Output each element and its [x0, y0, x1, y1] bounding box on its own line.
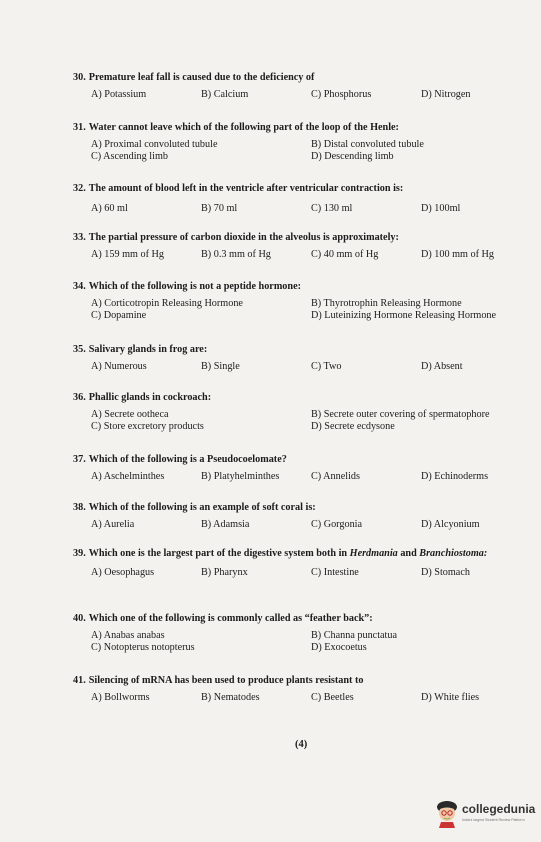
collegedunia-logo — [435, 798, 535, 830]
avatar-icon — [435, 798, 459, 828]
question-text: 32. The amount of blood left in the ventricle after ventricular contraction is: — [73, 183, 404, 194]
option-b: B) Platyhelminthes — [201, 471, 280, 482]
option-d: D) Luteinizing Hormone Releasing Hormone — [311, 309, 497, 321]
question-text: 40. Which one of the following is commonly called as “feather back”: — [73, 613, 373, 624]
option-b: B) Nematodes — [201, 692, 260, 703]
option-c: C) 40 mm of Hg — [311, 249, 379, 260]
option-d: D) Stomach — [421, 567, 470, 578]
option-a: A) Potassium — [91, 89, 147, 100]
question-33 — [73, 231, 533, 263]
option-a: A) 60 ml — [91, 203, 128, 214]
option-d: D) Exocoetus — [311, 641, 367, 653]
option-c: C) Store excretory products — [91, 420, 204, 432]
options-row — [73, 692, 533, 706]
question-text: 41. Silencing of mRNA has been used to produce plants resistant to — [73, 675, 364, 686]
option-a: A) Proximal convoluted tubule — [91, 139, 218, 150]
option-c: C) Two — [311, 361, 342, 372]
options-row — [73, 519, 533, 533]
question-32 — [73, 182, 533, 217]
option-a: A) Secrete ootheca — [91, 409, 169, 420]
option-b: B) 0.3 mm of Hg — [201, 249, 271, 260]
question-text: 35. Salivary glands in frog are: — [73, 344, 208, 355]
option-c: C) Ascending limb — [91, 150, 168, 162]
option-d: D) Secrete ecdysone — [311, 420, 395, 432]
option-b: B) Calcium — [201, 89, 249, 100]
question-40 — [73, 612, 533, 654]
question-41 — [73, 674, 533, 706]
options-grid — [73, 139, 533, 163]
options-row — [73, 471, 533, 485]
question-34 — [73, 280, 533, 322]
option-c: C) Notopterus notopterus — [91, 641, 195, 653]
question-35 — [73, 343, 533, 375]
logo-tagline: India's largest Student Review Platform — [462, 818, 525, 822]
option-b: B) Channa punctatua — [311, 630, 398, 641]
option-b: B) Thyrotrophin Releasing Hormone — [311, 298, 462, 309]
option-b: B) 70 ml — [201, 203, 238, 214]
option-b: B) Secrete outer covering of spermatophore — [311, 409, 490, 420]
options-grid — [73, 298, 533, 322]
question-text: 31. Water cannot leave which of the following part of the loop of the Henle: — [73, 122, 399, 133]
option-c: C) Dopamine — [91, 309, 147, 321]
option-a: A) Aurelia — [91, 519, 135, 530]
options-row — [73, 203, 533, 217]
option-b: B) Single — [201, 361, 240, 372]
options-grid — [73, 630, 533, 654]
question-37 — [73, 453, 533, 485]
option-a: A) Oesophagus — [91, 567, 155, 578]
option-d: D) Alcyonium — [421, 519, 480, 530]
question-text: 37. Which of the following is a Pseudocoelomate? — [73, 454, 287, 465]
option-a: A) Numerous — [91, 361, 147, 372]
option-d: D) Absent — [421, 361, 463, 372]
option-d: D) 100 mm of Hg — [421, 249, 495, 260]
options-row — [73, 361, 533, 375]
option-a: A) Bollworms — [91, 692, 150, 703]
option-a: A) 159 mm of Hg — [91, 249, 165, 260]
option-d: D) Descending limb — [311, 150, 394, 162]
options-row — [73, 89, 533, 103]
question-31 — [73, 121, 533, 163]
option-b: B) Pharynx — [201, 567, 248, 578]
option-c: C) Gorgonia — [311, 519, 363, 530]
option-a: A) Anabas anabas — [91, 630, 165, 641]
question-text: 38. Which of the following is an example of soft coral is: — [73, 502, 316, 513]
question-text: 34. Which of the following is not a peptide hormone: — [73, 281, 301, 292]
question-text: 30. Premature leaf fall is caused due to the deficiency of — [73, 72, 315, 83]
option-a: A) Aschelminthes — [91, 471, 165, 482]
option-d: D) White flies — [421, 692, 480, 703]
question-39 — [73, 547, 533, 581]
option-b: B) Adamsia — [201, 519, 250, 530]
option-d: D) Echinoderms — [421, 471, 489, 482]
option-c: C) 130 ml — [311, 203, 353, 214]
option-d: D) Nitrogen — [421, 89, 471, 100]
option-a: A) Corticotropin Releasing Hormone — [91, 298, 243, 309]
question-text: 36. Phallic glands in cockroach: — [73, 392, 212, 403]
option-c: C) Beetles — [311, 692, 354, 703]
logo-wordmark: collegedunia — [462, 802, 536, 816]
options-row — [73, 249, 533, 263]
options-grid — [73, 409, 533, 433]
option-c: C) Phosphorus — [311, 89, 372, 100]
question-text: 39. Which one is the largest part of the digestive system both in Herdmania and Branchiostoma: — [73, 548, 488, 559]
option-b: B) Distal convoluted tubule — [311, 139, 424, 150]
options-row — [73, 567, 533, 581]
option-c: C) Annelids — [311, 471, 360, 482]
question-30 — [73, 71, 533, 103]
question-38 — [73, 501, 533, 533]
page-number: (4) — [295, 739, 308, 750]
option-c: C) Intestine — [311, 567, 359, 578]
question-text: 33. The partial pressure of carbon dioxide in the alveolus is approximately: — [73, 232, 399, 243]
question-36 — [73, 391, 533, 433]
option-d: D) 100ml — [421, 203, 461, 214]
